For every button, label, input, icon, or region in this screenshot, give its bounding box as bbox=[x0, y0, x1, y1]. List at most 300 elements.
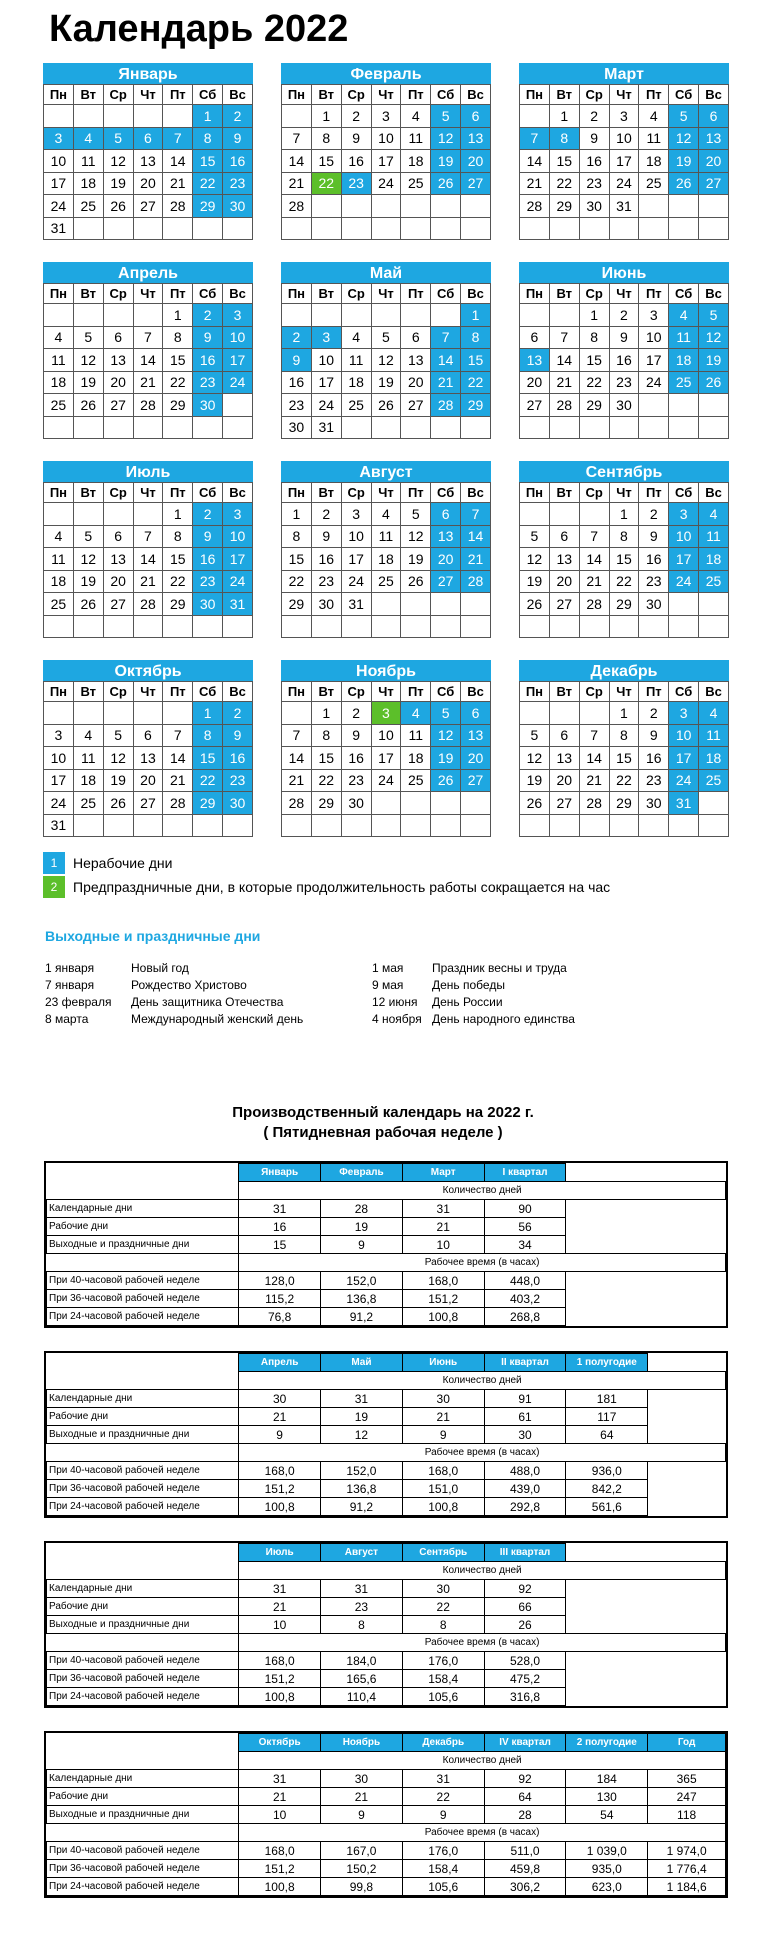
value-cell: 167,0 bbox=[321, 1842, 403, 1860]
blank-cell bbox=[47, 1544, 239, 1562]
day-cell: 30 bbox=[223, 792, 253, 815]
day-cell: 16 bbox=[341, 747, 371, 770]
holiday-date: 1 мая bbox=[372, 961, 404, 975]
section-header: Количество дней bbox=[239, 1182, 726, 1200]
value-cell: 117 bbox=[566, 1408, 648, 1426]
value-cell: 76,8 bbox=[239, 1308, 321, 1326]
day-cell bbox=[311, 814, 341, 837]
row-label: Календарные дни bbox=[47, 1770, 239, 1788]
day-cell: 24 bbox=[669, 769, 699, 792]
day-cell bbox=[73, 304, 103, 327]
day-cell: 22 bbox=[193, 769, 223, 792]
row-label: При 40-часовой рабочей неделе bbox=[47, 1652, 239, 1670]
day-cell: 26 bbox=[73, 394, 103, 417]
holiday-date: 4 ноября bbox=[372, 1012, 422, 1026]
day-cell bbox=[699, 195, 729, 218]
day-cell: 2 bbox=[579, 105, 609, 128]
day-cell: 2 bbox=[193, 503, 223, 526]
day-cell: 20 bbox=[699, 150, 729, 173]
day-cell: 23 bbox=[223, 172, 253, 195]
day-cell bbox=[193, 416, 223, 439]
day-cell: 25 bbox=[699, 769, 729, 792]
row-label: При 24-часовой рабочей неделе bbox=[47, 1688, 239, 1706]
value-cell: 31 bbox=[239, 1580, 321, 1598]
weekday-header: Сб bbox=[669, 682, 699, 702]
value-cell: 130 bbox=[566, 1788, 648, 1806]
day-cell bbox=[223, 394, 253, 417]
holidays-right-list bbox=[372, 960, 575, 1028]
day-cell: 28 bbox=[282, 195, 312, 218]
day-cell: 17 bbox=[341, 548, 371, 571]
day-cell bbox=[579, 615, 609, 638]
row-label: При 40-часовой рабочей неделе bbox=[47, 1842, 239, 1860]
row-label: При 40-часовой рабочей неделе bbox=[47, 1272, 239, 1290]
weekday-header: Вт bbox=[311, 284, 341, 304]
day-cell bbox=[282, 702, 312, 725]
row-label: При 36-часовой рабочей неделе bbox=[47, 1290, 239, 1308]
day-cell: 12 bbox=[431, 127, 461, 150]
weekday-header: Чт bbox=[371, 85, 401, 105]
day-cell: 8 bbox=[609, 525, 639, 548]
day-cell bbox=[311, 217, 341, 240]
day-cell: 8 bbox=[311, 127, 341, 150]
value-cell: 128,0 bbox=[239, 1272, 321, 1290]
day-cell bbox=[461, 615, 491, 638]
value-cell: 30 bbox=[484, 1426, 566, 1444]
value-cell: 16 bbox=[239, 1218, 321, 1236]
blank-cell bbox=[566, 1652, 648, 1670]
quarter-table bbox=[44, 1161, 728, 1328]
day-cell bbox=[639, 217, 669, 240]
day-cell: 29 bbox=[193, 792, 223, 815]
day-cell: 7 bbox=[431, 326, 461, 349]
day-cell bbox=[163, 702, 193, 725]
day-cell: 17 bbox=[371, 747, 401, 770]
value-cell: 475,2 bbox=[484, 1670, 566, 1688]
day-cell bbox=[520, 615, 550, 638]
value-cell: 268,8 bbox=[484, 1308, 566, 1326]
value-cell: 54 bbox=[566, 1806, 648, 1824]
day-cell: 8 bbox=[609, 724, 639, 747]
day-cell bbox=[73, 615, 103, 638]
day-cell: 22 bbox=[311, 172, 341, 195]
day-cell: 21 bbox=[520, 172, 550, 195]
day-cell: 11 bbox=[699, 525, 729, 548]
day-cell: 12 bbox=[103, 150, 133, 173]
row-label: Календарные дни bbox=[47, 1200, 239, 1218]
day-cell: 22 bbox=[579, 371, 609, 394]
period-header: Март bbox=[402, 1164, 484, 1182]
period-header: Февраль bbox=[321, 1164, 403, 1182]
value-cell: 151,2 bbox=[239, 1670, 321, 1688]
holiday-name: День защитника Отечества bbox=[131, 995, 284, 1009]
day-cell: 7 bbox=[579, 525, 609, 548]
day-cell: 30 bbox=[609, 394, 639, 417]
day-cell: 5 bbox=[520, 525, 550, 548]
weekday-header: Пт bbox=[401, 85, 431, 105]
weekday-header: Вс bbox=[699, 682, 729, 702]
day-cell: 16 bbox=[639, 548, 669, 571]
day-cell: 18 bbox=[44, 371, 74, 394]
weekday-header: Чт bbox=[371, 284, 401, 304]
day-cell: 1 bbox=[193, 702, 223, 725]
day-cell bbox=[639, 615, 669, 638]
day-cell: 5 bbox=[520, 724, 550, 747]
weekday-header: Пт bbox=[639, 483, 669, 503]
value-cell: 158,4 bbox=[402, 1860, 484, 1878]
day-cell bbox=[193, 615, 223, 638]
day-cell: 17 bbox=[311, 371, 341, 394]
day-cell: 20 bbox=[133, 769, 163, 792]
holiday-name: Рождество Христово bbox=[131, 978, 247, 992]
value-cell: 403,2 bbox=[484, 1290, 566, 1308]
day-cell bbox=[133, 503, 163, 526]
day-cell: 16 bbox=[579, 150, 609, 173]
day-cell: 22 bbox=[193, 172, 223, 195]
weekday-header: Чт bbox=[609, 682, 639, 702]
weekday-header: Ср bbox=[341, 483, 371, 503]
weekday-header: Сб bbox=[669, 85, 699, 105]
legend-nonworking bbox=[43, 852, 172, 874]
day-cell: 24 bbox=[223, 371, 253, 394]
value-cell: 30 bbox=[402, 1390, 484, 1408]
day-cell: 6 bbox=[461, 105, 491, 128]
day-cell: 1 bbox=[193, 105, 223, 128]
day-cell: 25 bbox=[639, 172, 669, 195]
day-cell: 9 bbox=[639, 525, 669, 548]
value-cell: 184,0 bbox=[321, 1652, 403, 1670]
day-cell: 5 bbox=[103, 127, 133, 150]
day-cell: 13 bbox=[461, 127, 491, 150]
day-cell: 14 bbox=[282, 150, 312, 173]
day-cell: 18 bbox=[699, 747, 729, 770]
period-header: I квартал bbox=[484, 1164, 566, 1182]
day-cell: 8 bbox=[549, 127, 579, 150]
value-cell: 105,6 bbox=[402, 1688, 484, 1706]
day-cell: 2 bbox=[311, 503, 341, 526]
day-cell bbox=[520, 702, 550, 725]
day-cell: 12 bbox=[699, 326, 729, 349]
day-cell: 15 bbox=[609, 747, 639, 770]
day-cell: 4 bbox=[669, 304, 699, 327]
blank-cell bbox=[648, 1462, 726, 1480]
value-cell: 247 bbox=[648, 1788, 726, 1806]
day-cell: 15 bbox=[579, 349, 609, 372]
value-cell: 439,0 bbox=[484, 1480, 566, 1498]
weekday-header: Чт bbox=[133, 682, 163, 702]
value-cell: 9 bbox=[402, 1806, 484, 1824]
day-cell: 27 bbox=[103, 593, 133, 616]
day-cell bbox=[669, 217, 699, 240]
day-cell bbox=[341, 217, 371, 240]
weekday-header: Пт bbox=[639, 284, 669, 304]
day-cell: 11 bbox=[73, 747, 103, 770]
day-cell: 2 bbox=[223, 105, 253, 128]
weekday-header: Чт bbox=[609, 284, 639, 304]
day-cell bbox=[44, 503, 74, 526]
day-cell bbox=[579, 702, 609, 725]
blank-cell bbox=[47, 1752, 239, 1770]
day-cell: 11 bbox=[639, 127, 669, 150]
day-cell: 27 bbox=[103, 394, 133, 417]
day-cell: 21 bbox=[431, 371, 461, 394]
day-cell: 26 bbox=[520, 792, 550, 815]
day-cell: 3 bbox=[341, 503, 371, 526]
month-calendar bbox=[281, 262, 491, 444]
value-cell: 152,0 bbox=[321, 1272, 403, 1290]
day-cell: 14 bbox=[163, 747, 193, 770]
weekday-header: Вс bbox=[223, 284, 253, 304]
value-cell: 168,0 bbox=[402, 1272, 484, 1290]
period-header: III квартал bbox=[484, 1544, 566, 1562]
day-cell: 28 bbox=[549, 394, 579, 417]
row-label: Выходные и праздничные дни bbox=[47, 1616, 239, 1634]
day-cell: 17 bbox=[44, 769, 74, 792]
day-cell: 20 bbox=[549, 769, 579, 792]
value-cell: 21 bbox=[239, 1598, 321, 1616]
day-cell bbox=[73, 217, 103, 240]
month-calendar bbox=[43, 63, 253, 245]
day-cell bbox=[520, 217, 550, 240]
month-calendar bbox=[43, 660, 253, 842]
day-cell: 6 bbox=[549, 724, 579, 747]
section-header: Рабочее время (в часах) bbox=[239, 1824, 726, 1842]
row-label: Рабочие дни bbox=[47, 1598, 239, 1616]
day-cell bbox=[103, 217, 133, 240]
day-cell: 23 bbox=[341, 769, 371, 792]
day-cell: 21 bbox=[133, 371, 163, 394]
blank-cell bbox=[648, 1670, 726, 1688]
day-cell bbox=[223, 615, 253, 638]
day-cell bbox=[699, 792, 729, 815]
day-cell: 4 bbox=[73, 127, 103, 150]
weekday-header: Вс bbox=[461, 284, 491, 304]
day-cell: 1 bbox=[549, 105, 579, 128]
day-cell: 21 bbox=[163, 172, 193, 195]
value-cell: 92 bbox=[484, 1580, 566, 1598]
day-cell bbox=[669, 593, 699, 616]
weekday-header: Ср bbox=[341, 85, 371, 105]
value-cell: 21 bbox=[239, 1408, 321, 1426]
period-header: 2 полугодие bbox=[566, 1734, 648, 1752]
holiday-item bbox=[45, 1011, 303, 1028]
day-cell: 31 bbox=[44, 814, 74, 837]
holiday-date: 8 марта bbox=[45, 1012, 89, 1026]
holiday-item bbox=[372, 960, 575, 977]
day-cell: 10 bbox=[223, 525, 253, 548]
day-cell: 26 bbox=[431, 769, 461, 792]
weekday-header: Пн bbox=[44, 85, 74, 105]
period-header: Ноябрь bbox=[321, 1734, 403, 1752]
day-cell bbox=[609, 615, 639, 638]
day-cell: 9 bbox=[193, 326, 223, 349]
day-cell: 18 bbox=[639, 150, 669, 173]
day-cell bbox=[431, 304, 461, 327]
month-calendar bbox=[519, 461, 729, 643]
month-name: Июнь bbox=[519, 262, 729, 283]
value-cell: 31 bbox=[321, 1580, 403, 1598]
blank-cell bbox=[648, 1290, 726, 1308]
weekday-header: Пн bbox=[282, 483, 312, 503]
day-cell: 25 bbox=[73, 195, 103, 218]
weekday-header: Пн bbox=[44, 682, 74, 702]
value-cell: 19 bbox=[321, 1218, 403, 1236]
day-cell: 29 bbox=[193, 195, 223, 218]
weekday-header: Вт bbox=[311, 682, 341, 702]
day-cell: 12 bbox=[401, 525, 431, 548]
value-cell: 9 bbox=[402, 1426, 484, 1444]
value-cell: 91,2 bbox=[321, 1498, 403, 1516]
day-cell: 23 bbox=[579, 172, 609, 195]
blank-cell bbox=[47, 1372, 239, 1390]
day-cell: 11 bbox=[371, 525, 401, 548]
day-cell bbox=[401, 416, 431, 439]
weekday-header: Пт bbox=[639, 682, 669, 702]
day-cell bbox=[103, 503, 133, 526]
value-cell: 168,0 bbox=[239, 1462, 321, 1480]
day-cell bbox=[163, 416, 193, 439]
value-cell: 561,6 bbox=[566, 1498, 648, 1516]
day-cell: 6 bbox=[431, 503, 461, 526]
value-cell: 26 bbox=[484, 1616, 566, 1634]
day-cell: 30 bbox=[282, 416, 312, 439]
day-cell: 24 bbox=[371, 769, 401, 792]
row-label: При 24-часовой рабочей неделе bbox=[47, 1498, 239, 1516]
day-cell: 20 bbox=[461, 150, 491, 173]
blank-cell bbox=[566, 1616, 648, 1634]
day-cell: 20 bbox=[431, 548, 461, 571]
day-cell: 8 bbox=[193, 724, 223, 747]
value-cell: 31 bbox=[402, 1200, 484, 1218]
day-cell: 24 bbox=[669, 570, 699, 593]
day-cell: 3 bbox=[223, 304, 253, 327]
day-cell: 29 bbox=[609, 792, 639, 815]
weekday-header: Пт bbox=[163, 284, 193, 304]
value-cell: 151,2 bbox=[402, 1290, 484, 1308]
weekday-header: Сб bbox=[193, 682, 223, 702]
day-cell: 3 bbox=[223, 503, 253, 526]
day-cell bbox=[341, 814, 371, 837]
value-cell: 1 974,0 bbox=[648, 1842, 726, 1860]
day-cell: 7 bbox=[163, 724, 193, 747]
weekday-header: Вт bbox=[73, 682, 103, 702]
day-cell bbox=[133, 304, 163, 327]
weekday-header: Пт bbox=[163, 682, 193, 702]
quarter-table bbox=[44, 1731, 728, 1898]
month-name: Ноябрь bbox=[281, 660, 491, 681]
day-cell bbox=[401, 593, 431, 616]
blank-cell bbox=[648, 1308, 726, 1326]
weekday-header: Чт bbox=[133, 85, 163, 105]
holiday-item bbox=[45, 977, 303, 994]
day-cell: 15 bbox=[311, 150, 341, 173]
day-cell: 22 bbox=[163, 371, 193, 394]
weekday-header: Пт bbox=[163, 483, 193, 503]
value-cell: 22 bbox=[402, 1788, 484, 1806]
weekday-header: Сб bbox=[431, 85, 461, 105]
day-cell bbox=[133, 814, 163, 837]
day-cell bbox=[401, 195, 431, 218]
day-cell: 19 bbox=[73, 371, 103, 394]
value-cell: 10 bbox=[239, 1616, 321, 1634]
value-cell: 100,8 bbox=[239, 1498, 321, 1516]
day-cell bbox=[609, 217, 639, 240]
row-label: При 36-часовой рабочей неделе bbox=[47, 1670, 239, 1688]
weekday-header: Вс bbox=[223, 682, 253, 702]
blank-cell bbox=[648, 1426, 726, 1444]
day-cell bbox=[163, 615, 193, 638]
day-cell: 1 bbox=[311, 105, 341, 128]
holiday-item bbox=[372, 1011, 575, 1028]
day-cell: 10 bbox=[639, 326, 669, 349]
value-cell: 66 bbox=[484, 1598, 566, 1616]
day-cell: 5 bbox=[699, 304, 729, 327]
month-name: Август bbox=[281, 461, 491, 482]
day-cell: 7 bbox=[461, 503, 491, 526]
day-cell: 12 bbox=[103, 747, 133, 770]
value-cell: 30 bbox=[402, 1580, 484, 1598]
day-cell: 1 bbox=[579, 304, 609, 327]
day-cell: 28 bbox=[133, 394, 163, 417]
day-cell: 6 bbox=[461, 702, 491, 725]
day-cell bbox=[669, 615, 699, 638]
holidays-left-list bbox=[45, 960, 303, 1028]
day-cell: 16 bbox=[223, 747, 253, 770]
day-cell bbox=[163, 814, 193, 837]
section-header: Рабочее время (в часах) bbox=[239, 1254, 726, 1272]
day-cell: 21 bbox=[579, 570, 609, 593]
blank-cell bbox=[566, 1218, 648, 1236]
day-cell: 13 bbox=[401, 349, 431, 372]
day-cell: 26 bbox=[431, 172, 461, 195]
day-cell: 11 bbox=[44, 548, 74, 571]
day-cell bbox=[133, 217, 163, 240]
holiday-name: День России bbox=[432, 995, 503, 1009]
day-cell bbox=[371, 615, 401, 638]
value-cell: 30 bbox=[321, 1770, 403, 1788]
day-cell: 19 bbox=[520, 769, 550, 792]
day-cell bbox=[461, 792, 491, 815]
day-cell: 9 bbox=[341, 127, 371, 150]
day-cell: 15 bbox=[193, 150, 223, 173]
day-cell bbox=[223, 217, 253, 240]
value-cell: 115,2 bbox=[239, 1290, 321, 1308]
day-cell: 3 bbox=[669, 503, 699, 526]
day-cell: 25 bbox=[44, 593, 74, 616]
day-cell: 11 bbox=[669, 326, 699, 349]
month-calendar bbox=[43, 461, 253, 643]
day-cell: 11 bbox=[44, 349, 74, 372]
day-cell bbox=[579, 217, 609, 240]
day-cell bbox=[669, 814, 699, 837]
day-cell: 12 bbox=[73, 349, 103, 372]
nonworking-swatch: 1 bbox=[43, 852, 65, 874]
day-cell: 27 bbox=[699, 172, 729, 195]
day-cell: 7 bbox=[282, 127, 312, 150]
weekday-header: Вс bbox=[461, 682, 491, 702]
day-cell: 2 bbox=[282, 326, 312, 349]
day-cell: 24 bbox=[341, 570, 371, 593]
day-cell: 19 bbox=[520, 570, 550, 593]
day-cell bbox=[431, 416, 461, 439]
day-cell: 25 bbox=[73, 792, 103, 815]
weekday-header: Сб bbox=[193, 284, 223, 304]
row-label: Выходные и праздничные дни bbox=[47, 1426, 239, 1444]
value-cell: 9 bbox=[321, 1806, 403, 1824]
day-cell bbox=[549, 615, 579, 638]
day-cell: 2 bbox=[639, 503, 669, 526]
day-cell bbox=[431, 217, 461, 240]
